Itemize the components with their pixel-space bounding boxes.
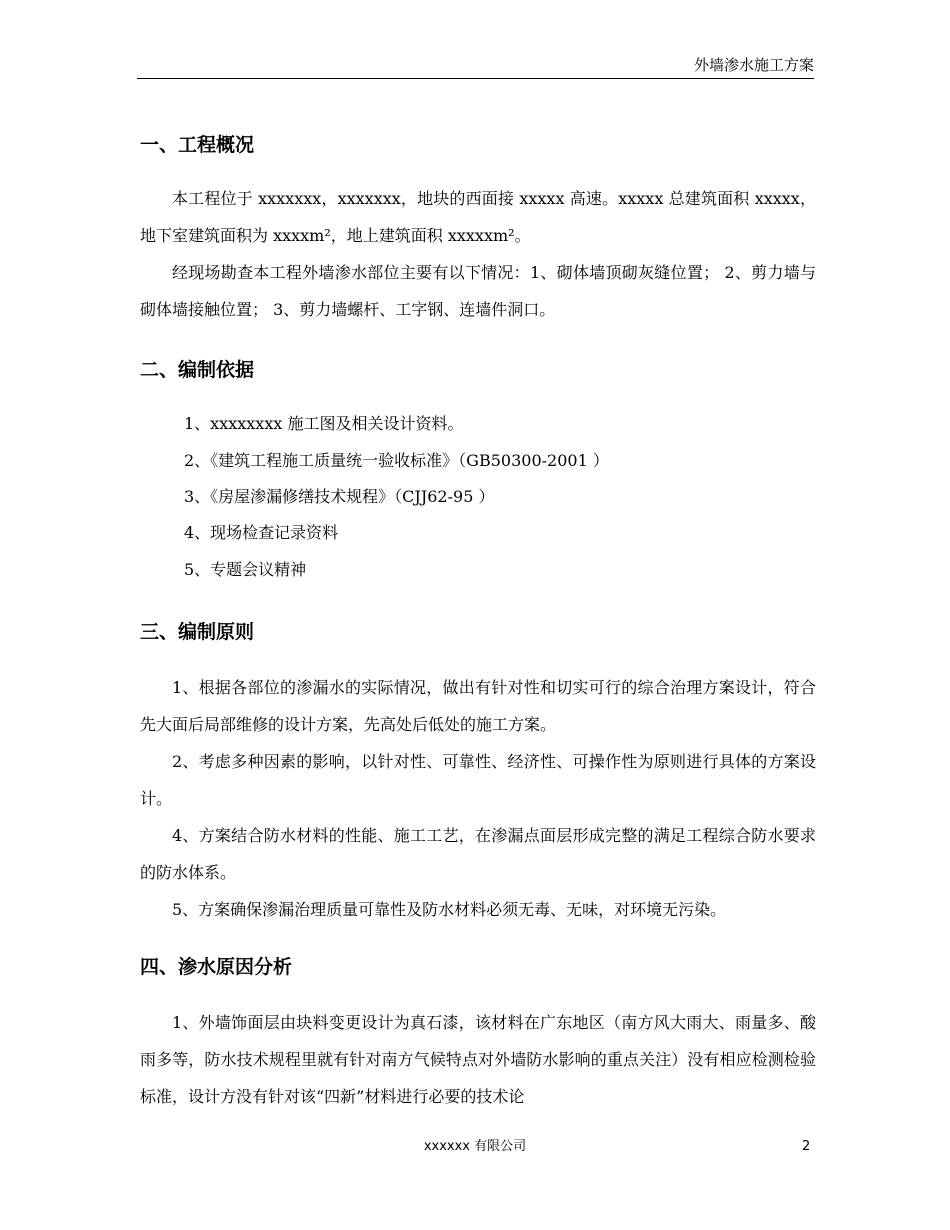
section-heading-principles: 三、编制原则: [140, 621, 255, 643]
basis-item-2: 2、《建筑工程施工质量统一验收标准》（GB50300-2001 ）: [184, 451, 609, 470]
page-header: [137, 52, 814, 79]
principles-paragraph-1: 1、根据各部位的渗漏水的实际情况，做出有针对性和切实可行的综合治理方案设计，符合先大面后局部维修的设计方案，先高处后低处的施工方案。: [140, 678, 816, 734]
page-number: 2: [802, 1139, 811, 1154]
section-heading-analysis: 四、渗水原因分析: [140, 956, 293, 978]
footer-company: xxxxxx 有限公司: [423, 1139, 527, 1154]
principles-paragraph-3: 4、方案结合防水材料的性能、施工工艺，在渗漏点面层形成完整的满足工程综合防水要求的防水体系。: [140, 826, 816, 882]
basis-item-1: 1、xxxxxxxx 施工图及相关设计资料。: [184, 414, 464, 433]
principles-paragraph-2: 2、考虑多种因素的影响，以针对性、可靠性、经济性、可操作性为原则进行具体的方案设计。: [140, 752, 816, 808]
section-heading-basis: 二、编制依据: [140, 359, 255, 381]
basis-item-3: 3、《房屋渗漏修缮技术规程》（CJJ62-95 ）: [184, 487, 495, 506]
header-title: 外墙渗水施工方案: [693, 56, 814, 74]
overview-paragraph-2: 经现场勘查本工程外墙渗水部位主要有以下情况：1、砌体墙顶砌灰缝位置； 2、剪力墙与砌体墙接触位置； 3、剪力墙螺杆、工字钢、连墙件洞口。: [140, 263, 816, 319]
basis-item-4: 4、现场检查记录资料: [184, 523, 339, 542]
section-heading-overview: 一、工程概况: [140, 134, 255, 156]
basis-item-5: 5、专题会议精神: [184, 560, 307, 579]
overview-paragraph-1: 本工程位于 xxxxxxx，xxxxxxx，地块的西面接 xxxxx 高速。xxxxx 总建筑面积 xxxxx，地下室建筑面积为 xxxxm²，地上建筑面积 xxxxxm²。: [140, 189, 816, 245]
principles-paragraph-4: 5、方案确保渗漏治理质量可靠性及防水材料必须无毒、无味，对环境无污染。: [172, 900, 727, 919]
analysis-paragraph-1: 1、外墙饰面层由块料变更设计为真石漆，该材料在广东地区（南方风大雨大、雨量多、酸雨多等，防水技术规程里就有针对南方气候特点对外墙防水影响的重点关注）没有相应检测检验标准，设计方没有针对该“四新”材料进行必要的技术论: [140, 1013, 816, 1106]
